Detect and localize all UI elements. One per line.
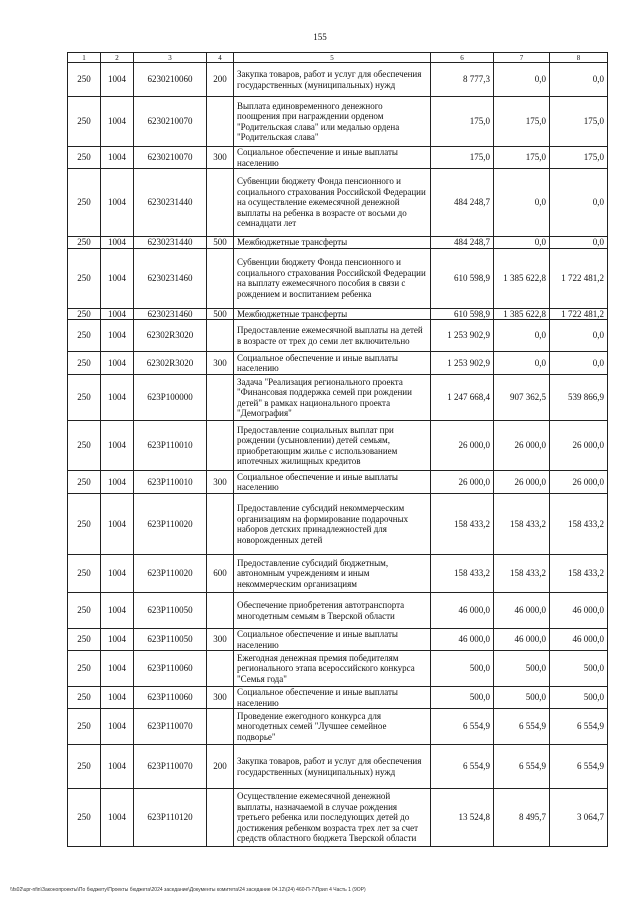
table-row xyxy=(68,320,608,352)
column-number: 7 xyxy=(494,53,550,63)
page-number: 155 xyxy=(313,32,327,42)
description-cell: Социальное обеспечение и иные выплаты населению xyxy=(234,352,431,375)
target-article-cell: 623P100000 xyxy=(134,375,207,421)
column-number: 5 xyxy=(234,53,431,63)
section-code-cell: 1004 xyxy=(101,629,134,651)
target-article-cell: 623P110010 xyxy=(134,421,207,471)
amount-year2-cell: 0,0 xyxy=(494,63,550,97)
column-number: 2 xyxy=(101,53,134,63)
admin-code-cell: 250 xyxy=(68,147,101,169)
amount-year2-cell: 158 433,2 xyxy=(494,494,550,555)
table-row xyxy=(68,494,608,555)
column-number-row xyxy=(68,53,608,63)
amount-year1-cell: 484 248,7 xyxy=(431,169,494,237)
table-row xyxy=(68,471,608,494)
target-article-cell: 6230231440 xyxy=(134,237,207,249)
column-number: 4 xyxy=(207,53,234,63)
target-article-cell: 6230210070 xyxy=(134,147,207,169)
amount-year3-cell: 3 064,7 xyxy=(550,789,608,847)
amount-year2-cell: 175,0 xyxy=(494,147,550,169)
amount-year1-cell: 610 598,9 xyxy=(431,308,494,320)
target-article-cell: 623P110050 xyxy=(134,593,207,629)
description-cell: Межбюджетные трансферты xyxy=(234,308,431,320)
column-number: 6 xyxy=(431,53,494,63)
amount-year3-cell: 46 000,0 xyxy=(550,629,608,651)
description-cell: Обеспечение приобретения автотранспорта многодетным семьям в Тверской области xyxy=(234,593,431,629)
amount-year3-cell: 6 554,9 xyxy=(550,745,608,789)
admin-code-cell: 250 xyxy=(68,709,101,745)
section-code-cell: 1004 xyxy=(101,471,134,494)
target-article-cell: 6230231460 xyxy=(134,248,207,308)
target-article-cell: 623P110070 xyxy=(134,709,207,745)
table-row xyxy=(68,651,608,687)
section-code-cell: 1004 xyxy=(101,320,134,352)
target-article-cell: 623P110050 xyxy=(134,629,207,651)
expense-type-cell xyxy=(207,97,234,147)
expense-type-cell: 500 xyxy=(207,308,234,320)
expense-type-cell: 300 xyxy=(207,352,234,375)
amount-year2-cell: 1 385 622,8 xyxy=(494,248,550,308)
description-cell: Закупка товаров, работ и услуг для обеспечения государственных (муниципальных) нужд xyxy=(234,63,431,97)
expense-type-cell: 300 xyxy=(207,629,234,651)
section-code-cell: 1004 xyxy=(101,555,134,593)
target-article-cell: 623P110060 xyxy=(134,651,207,687)
amount-year2-cell: 500,0 xyxy=(494,651,550,687)
expense-type-cell xyxy=(207,494,234,555)
amount-year1-cell: 46 000,0 xyxy=(431,629,494,651)
section-code-cell: 1004 xyxy=(101,709,134,745)
amount-year2-cell: 8 495,7 xyxy=(494,789,550,847)
target-article-cell: 62302R3020 xyxy=(134,320,207,352)
amount-year1-cell: 6 554,9 xyxy=(431,745,494,789)
amount-year1-cell: 1 247 668,4 xyxy=(431,375,494,421)
amount-year3-cell: 0,0 xyxy=(550,237,608,249)
amount-year2-cell: 175,0 xyxy=(494,97,550,147)
admin-code-cell: 250 xyxy=(68,237,101,249)
expense-type-cell xyxy=(207,789,234,847)
target-article-cell: 623P110010 xyxy=(134,471,207,494)
expense-type-cell xyxy=(207,651,234,687)
column-number: 8 xyxy=(550,53,608,63)
description-cell: Выплата единовременного денежного поощрения при награждении орденом "Родительская слава" или медалью ордена "Родительская слава" xyxy=(234,97,431,147)
description-cell: Закупка товаров, работ и услуг для обеспечения государственных (муниципальных) нужд xyxy=(234,745,431,789)
amount-year3-cell: 6 554,9 xyxy=(550,709,608,745)
admin-code-cell: 250 xyxy=(68,308,101,320)
expense-type-cell: 300 xyxy=(207,147,234,169)
expense-type-cell xyxy=(207,320,234,352)
description-cell: Ежегодная денежная премия победителям регионального этапа всероссийского конкурса "Семья года" xyxy=(234,651,431,687)
description-cell: Межбюджетные трансферты xyxy=(234,237,431,249)
description-cell: Субвенции бюджету Фонда пенсионного и социального страхования Российской Федерации на осуществление ежемесячной денежной выплаты на ребенка в возрасте от восьми до семнадцати лет xyxy=(234,169,431,237)
amount-year1-cell: 26 000,0 xyxy=(431,421,494,471)
admin-code-cell: 250 xyxy=(68,248,101,308)
amount-year3-cell: 158 433,2 xyxy=(550,494,608,555)
amount-year2-cell: 6 554,9 xyxy=(494,745,550,789)
admin-code-cell: 250 xyxy=(68,320,101,352)
admin-code-cell: 250 xyxy=(68,169,101,237)
amount-year3-cell: 0,0 xyxy=(550,352,608,375)
amount-year2-cell: 6 554,9 xyxy=(494,709,550,745)
admin-code-cell: 250 xyxy=(68,745,101,789)
budget-table xyxy=(67,52,608,847)
amount-year3-cell: 1 722 481,2 xyxy=(550,308,608,320)
expense-type-cell: 200 xyxy=(207,745,234,789)
table-row xyxy=(68,421,608,471)
target-article-cell: 623P110020 xyxy=(134,555,207,593)
amount-year2-cell: 46 000,0 xyxy=(494,593,550,629)
description-cell: Социальное обеспечение и иные выплаты населению xyxy=(234,147,431,169)
amount-year2-cell: 26 000,0 xyxy=(494,421,550,471)
description-cell: Предоставление ежемесячной выплаты на детей в возрасте от трех до семи лет включительно xyxy=(234,320,431,352)
description-cell: Субвенции бюджету Фонда пенсионного и социального страхования Российской Федерации на выплату ежемесячного пособия в связи с рождением и воспитанием ребенка xyxy=(234,248,431,308)
admin-code-cell: 250 xyxy=(68,593,101,629)
description-cell: Предоставление субсидий некоммерческим организациям на формирование подарочных наборов детских принадлежностей для новорожденных детей xyxy=(234,494,431,555)
description-cell: Предоставление социальных выплат при рождении (усыновлении) детей семьям, приобретающим жилье с использованием ипотечных жилищных кредитов xyxy=(234,421,431,471)
amount-year2-cell: 0,0 xyxy=(494,352,550,375)
column-number: 3 xyxy=(134,53,207,63)
description-cell: Социальное обеспечение и иные выплаты населению xyxy=(234,471,431,494)
table-row xyxy=(68,352,608,375)
amount-year2-cell: 1 385 622,8 xyxy=(494,308,550,320)
amount-year3-cell: 1 722 481,2 xyxy=(550,248,608,308)
amount-year2-cell: 500,0 xyxy=(494,687,550,709)
section-code-cell: 1004 xyxy=(101,421,134,471)
target-article-cell: 623P110020 xyxy=(134,494,207,555)
amount-year3-cell: 26 000,0 xyxy=(550,421,608,471)
column-number: 1 xyxy=(68,53,101,63)
amount-year3-cell: 175,0 xyxy=(550,147,608,169)
amount-year1-cell: 610 598,9 xyxy=(431,248,494,308)
table-row xyxy=(68,169,608,237)
amount-year2-cell: 158 433,2 xyxy=(494,555,550,593)
target-article-cell: 6230231440 xyxy=(134,169,207,237)
amount-year1-cell: 500,0 xyxy=(431,687,494,709)
table-row xyxy=(68,593,608,629)
table-row xyxy=(68,248,608,308)
table-row xyxy=(68,97,608,147)
table-row xyxy=(68,629,608,651)
amount-year3-cell: 539 866,9 xyxy=(550,375,608,421)
table-row xyxy=(68,789,608,847)
section-code-cell: 1004 xyxy=(101,687,134,709)
table-row xyxy=(68,308,608,320)
amount-year1-cell: 46 000,0 xyxy=(431,593,494,629)
table-row xyxy=(68,63,608,97)
description-cell: Предоставление субсидий бюджетным, автономным учреждениям и иным некоммерческим организациям xyxy=(234,555,431,593)
amount-year1-cell: 1 253 902,9 xyxy=(431,320,494,352)
table-row xyxy=(68,555,608,593)
section-code-cell: 1004 xyxy=(101,97,134,147)
description-cell: Проведение ежегодного конкурса для многодетных семей "Лучшее семейное подворье" xyxy=(234,709,431,745)
expense-type-cell: 600 xyxy=(207,555,234,593)
expense-type-cell: 200 xyxy=(207,63,234,97)
admin-code-cell: 250 xyxy=(68,421,101,471)
amount-year2-cell: 0,0 xyxy=(494,320,550,352)
target-article-cell: 623P110070 xyxy=(134,745,207,789)
amount-year1-cell: 13 524,8 xyxy=(431,789,494,847)
section-code-cell: 1004 xyxy=(101,147,134,169)
target-article-cell: 623P110120 xyxy=(134,789,207,847)
amount-year2-cell: 0,0 xyxy=(494,237,550,249)
section-code-cell: 1004 xyxy=(101,745,134,789)
amount-year3-cell: 500,0 xyxy=(550,687,608,709)
admin-code-cell: 250 xyxy=(68,63,101,97)
table-row xyxy=(68,745,608,789)
table-row xyxy=(68,709,608,745)
description-cell: Осуществление ежемесячной денежной выплаты, назначаемой в случае рождения третьего ребенка или последующих детей до достижения ребенком возраста трех лет за счет средств областного бюджета Тверской области xyxy=(234,789,431,847)
amount-year3-cell: 0,0 xyxy=(550,63,608,97)
admin-code-cell: 250 xyxy=(68,494,101,555)
section-code-cell: 1004 xyxy=(101,308,134,320)
target-article-cell: 6230210060 xyxy=(134,63,207,97)
amount-year3-cell: 26 000,0 xyxy=(550,471,608,494)
amount-year1-cell: 1 253 902,9 xyxy=(431,352,494,375)
file-path-footer: \\fs02\upr-nfin\Законопроекты\По бюджету\Проекты бюджета\2024 заседание\Документы комитета\24 заседание 04.12\(24) 460-П-7\Прил 4 Часть 1 (9ОР) xyxy=(10,887,366,893)
amount-year1-cell: 26 000,0 xyxy=(431,471,494,494)
admin-code-cell: 250 xyxy=(68,97,101,147)
table-row xyxy=(68,687,608,709)
description-cell: Задача "Реализация регионального проекта "Финансовая поддержка семей при рождении детей" в рамках национального проекта "Демография" xyxy=(234,375,431,421)
amount-year3-cell: 500,0 xyxy=(550,651,608,687)
admin-code-cell: 250 xyxy=(68,687,101,709)
amount-year2-cell: 26 000,0 xyxy=(494,471,550,494)
target-article-cell: 623P110060 xyxy=(134,687,207,709)
section-code-cell: 1004 xyxy=(101,352,134,375)
expense-type-cell xyxy=(207,709,234,745)
target-article-cell: 6230231460 xyxy=(134,308,207,320)
description-cell: Социальное обеспечение и иные выплаты населению xyxy=(234,687,431,709)
table-row xyxy=(68,147,608,169)
amount-year3-cell: 0,0 xyxy=(550,320,608,352)
expense-type-cell xyxy=(207,169,234,237)
amount-year3-cell: 0,0 xyxy=(550,169,608,237)
section-code-cell: 1004 xyxy=(101,375,134,421)
admin-code-cell: 250 xyxy=(68,651,101,687)
table-row xyxy=(68,237,608,249)
admin-code-cell: 250 xyxy=(68,555,101,593)
admin-code-cell: 250 xyxy=(68,471,101,494)
amount-year3-cell: 46 000,0 xyxy=(550,593,608,629)
admin-code-cell: 250 xyxy=(68,352,101,375)
amount-year1-cell: 8 777,3 xyxy=(431,63,494,97)
admin-code-cell: 250 xyxy=(68,789,101,847)
expense-type-cell xyxy=(207,593,234,629)
section-code-cell: 1004 xyxy=(101,651,134,687)
amount-year3-cell: 175,0 xyxy=(550,97,608,147)
amount-year2-cell: 46 000,0 xyxy=(494,629,550,651)
amount-year1-cell: 158 433,2 xyxy=(431,555,494,593)
amount-year2-cell: 907 362,5 xyxy=(494,375,550,421)
amount-year1-cell: 158 433,2 xyxy=(431,494,494,555)
expense-type-cell xyxy=(207,421,234,471)
section-code-cell: 1004 xyxy=(101,593,134,629)
table-row xyxy=(68,375,608,421)
target-article-cell: 62302R3020 xyxy=(134,352,207,375)
expense-type-cell: 300 xyxy=(207,471,234,494)
section-code-cell: 1004 xyxy=(101,248,134,308)
amount-year1-cell: 175,0 xyxy=(431,147,494,169)
amount-year1-cell: 484 248,7 xyxy=(431,237,494,249)
section-code-cell: 1004 xyxy=(101,789,134,847)
section-code-cell: 1004 xyxy=(101,237,134,249)
amount-year3-cell: 158 433,2 xyxy=(550,555,608,593)
expense-type-cell: 500 xyxy=(207,237,234,249)
admin-code-cell: 250 xyxy=(68,375,101,421)
section-code-cell: 1004 xyxy=(101,494,134,555)
section-code-cell: 1004 xyxy=(101,63,134,97)
amount-year1-cell: 175,0 xyxy=(431,97,494,147)
description-cell: Социальное обеспечение и иные выплаты населению xyxy=(234,629,431,651)
expense-type-cell: 300 xyxy=(207,687,234,709)
amount-year1-cell: 500,0 xyxy=(431,651,494,687)
amount-year2-cell: 0,0 xyxy=(494,169,550,237)
target-article-cell: 6230210070 xyxy=(134,97,207,147)
amount-year1-cell: 6 554,9 xyxy=(431,709,494,745)
admin-code-cell: 250 xyxy=(68,629,101,651)
expense-type-cell xyxy=(207,375,234,421)
expense-type-cell xyxy=(207,248,234,308)
section-code-cell: 1004 xyxy=(101,169,134,237)
